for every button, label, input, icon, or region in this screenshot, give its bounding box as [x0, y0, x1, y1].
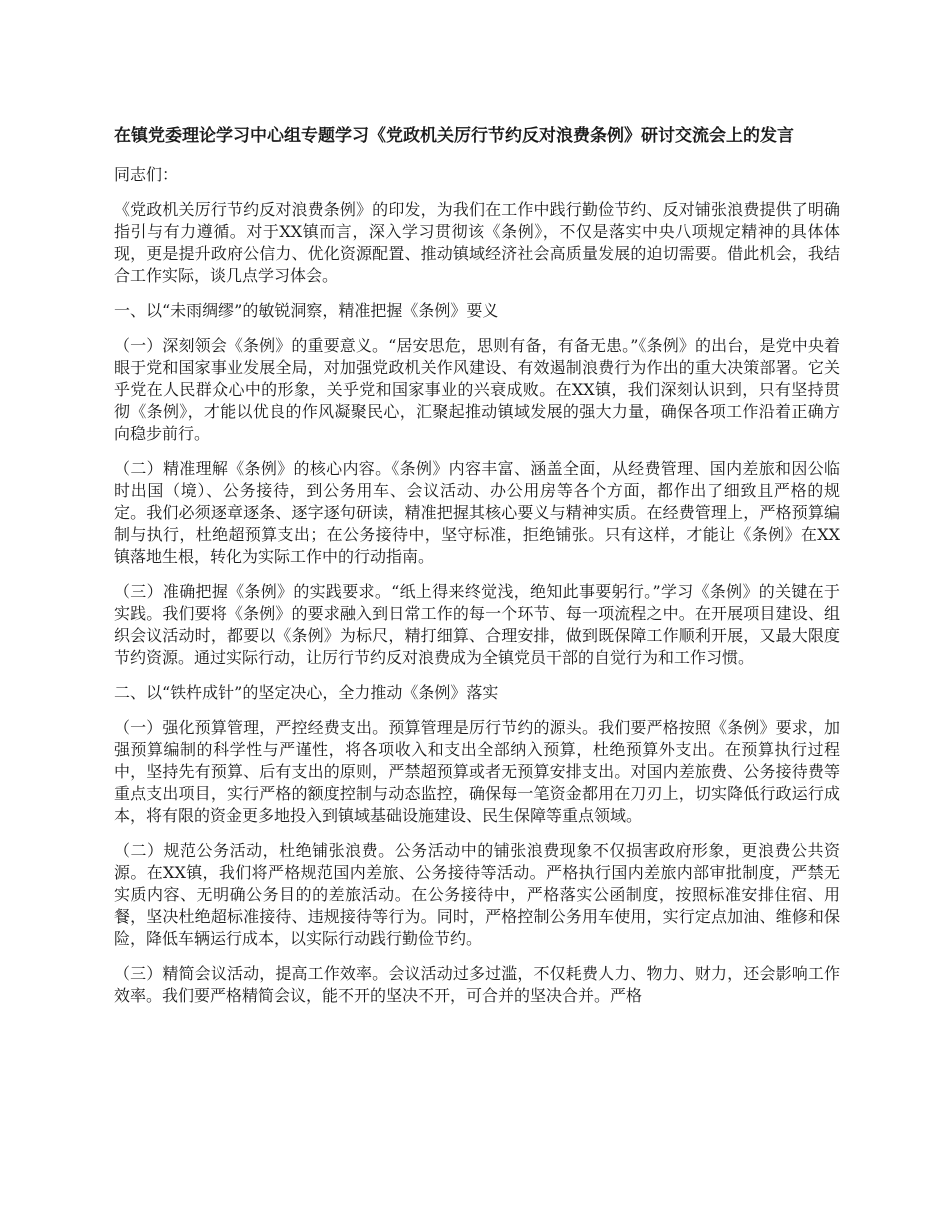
salutation: 同志们：	[114, 165, 179, 184]
intro-paragraph: 《党政机关厉行节约反对浪费条例》的印发，为我们在工作中践行勤俭节约、反对铺张浪费提供了明确指引与有力遵循。对于XX镇而言，深入学习贯彻该《条例》，不仅是落实中央八项规定精神的具体体现，更是提升政府公信力、优化资源配置、推动镇域经济社会高质量发展的迫切需要。借此机会，我结合工作实际，谈几点学习体会。	[114, 200, 840, 285]
section-2-paragraph-2: （二）规范公务活动，杜绝铺张浪费。公务活动中的铺张浪费现象不仅损害政府形象，更浪费公共资源。在XX镇，我们将严格规范国内差旅、公务接待等活动。严格执行国内差旅内部审批制度，严禁无实质内容、无明确公务目的的差旅活动。在公务接待中，严格落实公函制度，按照标准安排住宿、用餐，坚决杜绝超标准接待、违规接待等行为。同时，严格控制公务用车使用，实行定点加油、维修和保险，降低车辆运行成本，以实际行动践行勤俭节约。	[114, 841, 840, 948]
section-1-paragraph-3: （三）准确把握《条例》的实践要求。“纸上得来终觉浅，绝知此事要躬行。”学习《条例》的关键在于实践。我们要将《条例》的要求融入到日常工作的每一个环节、每一项流程之中。在开展项目建设、组织会议活动时，都要以《条例》为标尺，精打细算、合理安排，做到既保障工作顺利开展，又最大限度节约资源。通过实际行动，让厉行节约反对浪费成为全镇党员干部的自觉行为和工作习惯。	[114, 582, 840, 667]
section-2-paragraph-3: （三）精简会议活动，提高工作效率。会议活动过多过滥，不仅耗费人力、物力、财力，还会影响工作效率。我们要严格精简会议，能不开的坚决不开，可合并的坚决合并。严格	[114, 964, 840, 1005]
section-1-paragraph-2: （二）精准理解《条例》的核心内容。《条例》内容丰富、涵盖全面，从经费管理、国内差旅和因公临时出国（境）、公务接待，到公务用车、会议活动、办公用房等各个方面，都作出了细致且严格的规定。我们必须逐章逐条、逐字逐句研读，精准把握其核心要义与精神实质。在经费管理上，严格预算编制与执行，杜绝超预算支出；在公务接待中，坚守标准，拒绝铺张。只有这样，才能让《条例》在XX镇落地生根，转化为实际工作中的行动指南。	[114, 459, 840, 566]
document-title: 在镇党委理论学习中心组专题学习《党政机关厉行节约反对浪费条例》研讨交流会上的发言	[114, 126, 794, 146]
section-1-paragraph-1: （一）深刻领会《条例》的重要意义。“居安思危，思则有备，有备无患。”《条例》的出台，是党中央着眼于党和国家事业发展全局，对加强党政机关作风建设、有效遏制浪费行为作出的重大决策部署。它关乎党在人民群众心中的形象，关乎党和国家事业的兴衰成败。在XX镇，我们深刻认识到，只有坚持贯彻《条例》，才能以优良的作风凝聚民心，汇聚起推动镇域发展的强大力量，确保各项工作沿着正确方向稳步前行。	[114, 336, 840, 443]
document-page	[114, 126, 840, 1020]
section-2-heading: 二、以“铁杵成针”的坚定决心，全力推动《条例》落实	[114, 683, 499, 702]
section-1-heading: 一、以“未雨绸缪”的敏锐洞察，精准把握《条例》要义	[114, 301, 499, 320]
section-2-paragraph-1: （一）强化预算管理，严控经费支出。预算管理是厉行节约的源头。我们要严格按照《条例》要求，加强预算编制的科学性与严谨性，将各项收入和支出全部纳入预算，杜绝预算外支出。在预算执行过程中，坚持先有预算、后有支出的原则，严禁超预算或者无预算安排支出。对国内差旅费、公务接待费等重点支出项目，实行严格的额度控制与动态监控，确保每一笔资金都用在刀刃上，切实降低行政运行成本，将有限的资金更多地投入到镇域基础设施建设、民生保障等重点领域。	[114, 718, 840, 825]
